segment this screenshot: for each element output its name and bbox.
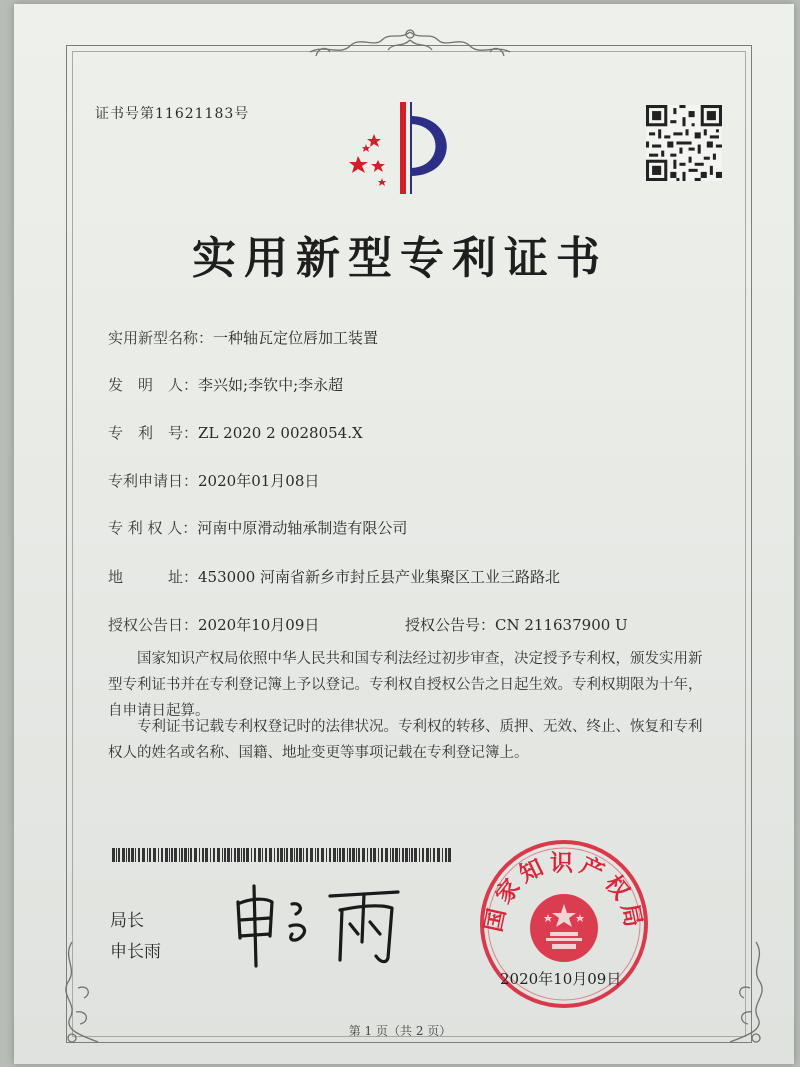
qr-code-icon[interactable] [646,105,722,181]
seal-date: 2020年10月09日 [500,970,622,988]
cnipa-logo-icon [348,98,478,198]
field-value: 李兴如;李钦中;李永超 [198,376,344,394]
field-value: ZL 2020 2 0028054.X [198,424,363,442]
certificate-number: 证书号第11621183号 [95,106,250,122]
grant-statement-paragraph: 国家知识产权局依照中华人民共和国专利法经过初步审查，决定授予专利权，颁发实用新型专利证书并在专利登记簿上予以登记。专利权自授权公告之日起生效。专利权期限为十年，自申请日起算。 [108,651,703,719]
field-label: 专 利 号： [108,424,199,442]
field-grant-date [108,614,319,635]
handwritten-signature-icon [230,880,430,970]
signatory-title: 局长 [110,911,144,931]
field-label: 专利申请日： [108,472,199,490]
field-address [108,566,560,587]
field-value: 一种轴瓦定位唇加工装置 [213,329,379,347]
top-ornament-icon [290,26,530,66]
field-label: 发 明 人： [108,376,199,394]
page-number: 第 1 页（共 2 页） [348,1024,452,1038]
field-inventor [108,374,343,395]
field-label: 地 址： [108,568,199,586]
field-value: 2020年10月09日 [198,616,320,634]
field-value: 2020年01月08日 [198,472,320,490]
barcode-icon [112,848,452,862]
seal-text: 国家知识产权局 [480,850,648,935]
field-patent-number [108,422,363,443]
field-label: 专 利 权 人： [108,519,198,537]
field-patentee [108,517,407,538]
field-value: 河南中原滑动轴承制造有限公司 [197,519,408,537]
certificate-title: 实用新型专利证书 [192,233,608,284]
field-value: 453000 河南省新乡市封丘县产业集聚区工业三路路北 [198,568,561,586]
field-label: 实用新型名称： [108,329,214,347]
field-grant-number [405,614,628,635]
field-label: 授权公告号： [405,616,496,634]
field-utility-model-name [108,327,378,348]
field-label: 授权公告日： [108,616,199,634]
field-filing-date [108,470,319,491]
field-value: CN 211637900 U [495,616,628,634]
signatory-name: 申长雨 [110,942,161,962]
legal-status-paragraph: 专利证书记载专利权登记时的法律状况。专利权的转移、质押、无效、终止、恢复和专利权人的姓名或名称、国籍、地址变更等事项记载在专利登记簿上。 [108,719,703,761]
